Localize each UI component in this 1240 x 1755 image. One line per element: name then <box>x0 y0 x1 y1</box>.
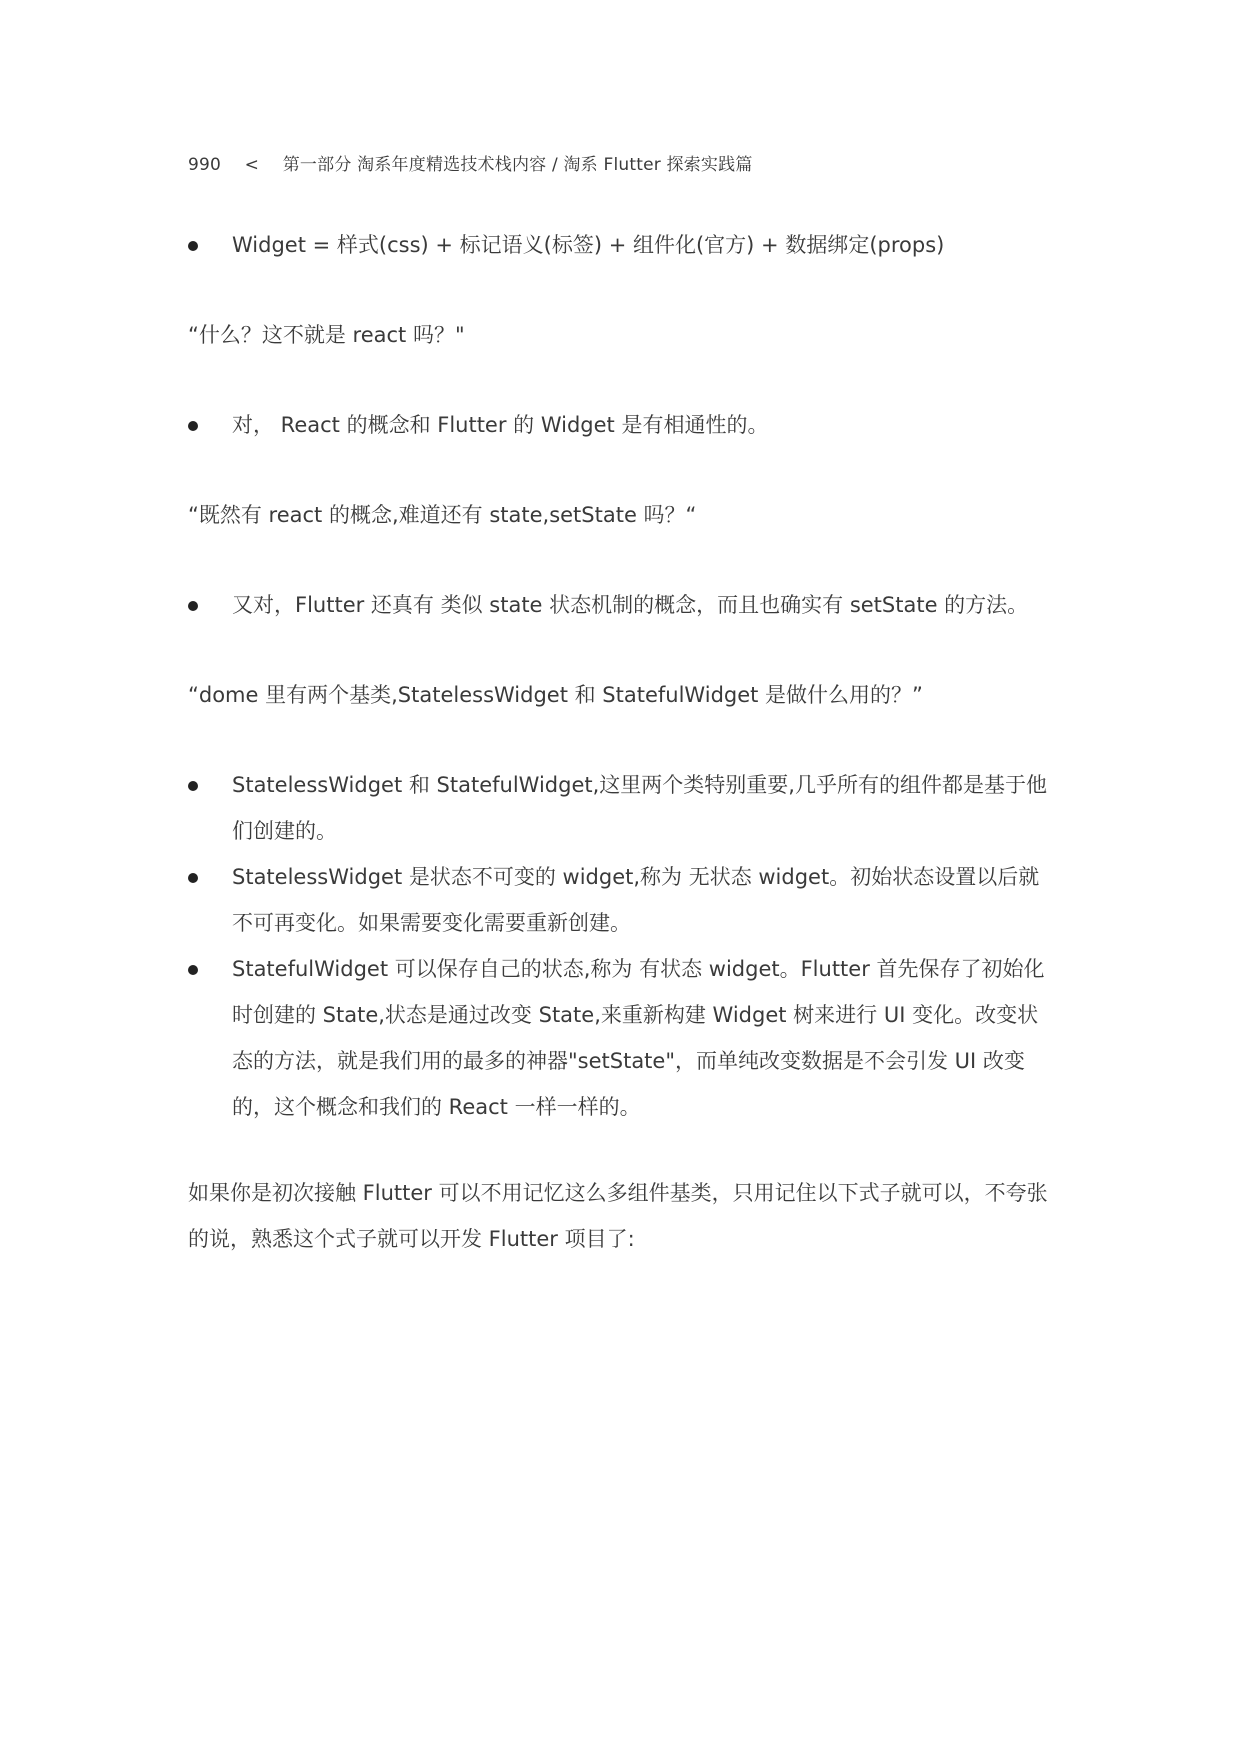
bullet-dot-icon <box>188 421 198 431</box>
list-item-text: 对， React 的概念和 Flutter 的 Widget 是有相通性的。 <box>232 413 769 437</box>
bullet-dot-icon <box>188 873 198 883</box>
bullet-dot-icon <box>188 601 198 611</box>
header-separator: < <box>244 155 260 175</box>
bullet-list-4 <box>188 762 1058 1130</box>
paragraph-question-3: “dome 里有两个基类,StatelessWidget 和 StatefulWidget 是做什么用的？” <box>188 683 923 707</box>
paragraph-question-2: “既然有 react 的概念,难道还有 state,setState 吗？“ <box>188 503 697 527</box>
list-item <box>188 854 1058 946</box>
list-item-text: StatelessWidget 和 StatefulWidget,这里两个类特别重要,几乎所有的组件都是基于他们创建的。 <box>232 773 1047 843</box>
list-item <box>188 402 1058 448</box>
bullet-list-3 <box>188 582 1058 628</box>
bullet-dot-icon <box>188 781 198 791</box>
list-item <box>188 762 1058 854</box>
running-header <box>188 150 753 175</box>
list-item-text: Widget = 样式(css) + 标记语义(标签) + 组件化(官方) + 数据绑定(props) <box>232 233 945 257</box>
paragraph-question-1: “什么？这不就是 react 吗？" <box>188 323 465 347</box>
list-item <box>188 946 1058 1130</box>
body-content <box>188 222 1058 1262</box>
bullet-dot-icon <box>188 241 198 251</box>
paragraph-closing: 如果你是初次接触 Flutter 可以不用记忆这么多组件基类，只用记住以下式子就可以，不夸张的说，熟悉这个式子就可以开发 Flutter 项目了: <box>188 1181 1048 1251</box>
bullet-dot-icon <box>188 965 198 975</box>
bullet-list-2 <box>188 402 1058 448</box>
list-item <box>188 222 1058 268</box>
page-number: 990 <box>188 155 222 175</box>
list-item-text: 又对，Flutter 还真有 类似 state 状态机制的概念，而且也确实有 setState 的方法。 <box>232 593 1029 617</box>
list-item-text: StatelessWidget 是状态不可变的 widget,称为 无状态 widget。初始状态设置以后就不可再变化。如果需要变化需要重新创建。 <box>232 865 1040 935</box>
header-breadcrumb: 第一部分 淘系年度精选技术栈内容 / 淘系 Flutter 探索实践篇 <box>282 155 753 175</box>
list-item <box>188 582 1058 628</box>
list-item-text: StatefulWidget 可以保存自己的状态,称为 有状态 widget。Flutter 首先保存了初始化时创建的 State,状态是通过改变 State,来重新构建 Widget 树来进行 UI 变化。改变状态的方法，就是我们用的最多的神器"setState"，而单纯改变数据是不会引发 UI 改变的，这个概念和我们的 React 一样一样的。 <box>232 957 1045 1119</box>
bullet-list-1 <box>188 222 1058 268</box>
